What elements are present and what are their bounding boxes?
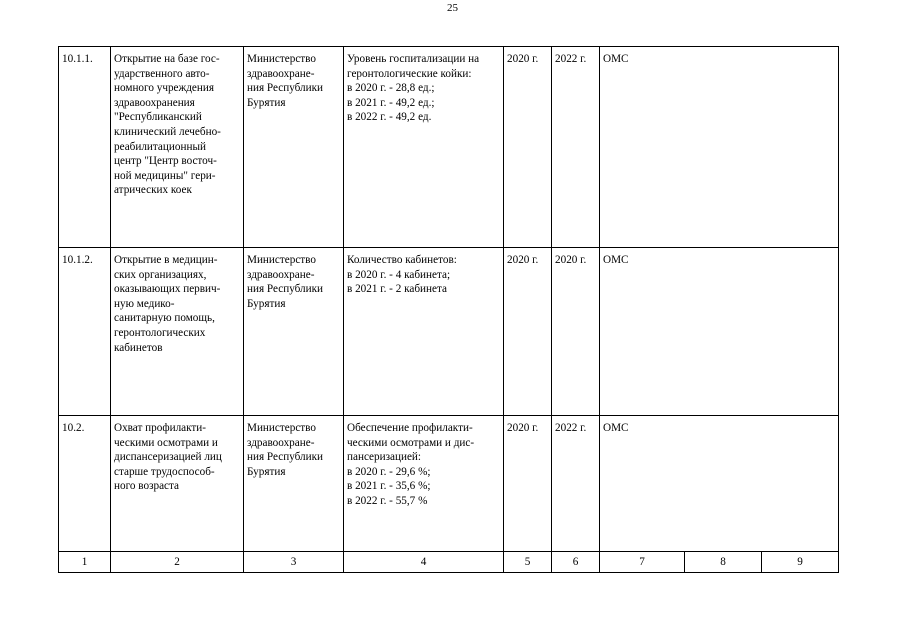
end-year: 2022 г. <box>552 47 600 248</box>
executor: Министерство здравоохране- ния Республики Бурятия <box>244 248 344 416</box>
column-number-row <box>59 552 839 573</box>
row-number: 10.1.1. <box>59 47 111 248</box>
measure-name: Открытие на базе гос- ударственного авто- номного учреждения здравоохранения "Республиканский клинический лечебно- реабилитационный центр "Центр восточ- ной медицины" гери- атрических коек <box>111 47 244 248</box>
table-row <box>59 416 839 552</box>
end-year: 2022 г. <box>552 416 600 552</box>
funding-source: ОМС <box>600 47 839 248</box>
table-row <box>59 248 839 416</box>
expected-result: Уровень госпитализации на геронтологические койки: в 2020 г. - 28,8 ед.; в 2021 г. - 49,2 ед.; в 2022 г. - 49,2 ед. <box>344 47 504 248</box>
start-year: 2020 г. <box>504 416 552 552</box>
column-number: 5 <box>504 552 552 573</box>
column-number: 7 <box>600 552 685 573</box>
measure-name: Охват профилакти- ческими осмотрами и диспансеризацией лиц старше трудоспособ- ного возраста <box>111 416 244 552</box>
page-number: 25 <box>447 2 458 14</box>
column-number: 9 <box>762 552 839 573</box>
plan-table <box>58 46 839 573</box>
column-number: 3 <box>244 552 344 573</box>
start-year: 2020 г. <box>504 47 552 248</box>
funding-source: ОМС <box>600 416 839 552</box>
funding-source: ОМС <box>600 248 839 416</box>
expected-result: Обеспечение профилакти- ческими осмотрами и дис- пансеризацией: в 2020 г. - 29,6 %; в 2021 г. - 35,6 %; в 2022 г. - 55,7 % <box>344 416 504 552</box>
column-number: 2 <box>111 552 244 573</box>
measure-name: Открытие в медицин- ских организациях, оказывающих первич- ную медико- санитарную помощь, геронтологических кабинетов <box>111 248 244 416</box>
column-number: 6 <box>552 552 600 573</box>
table-row <box>59 47 839 248</box>
end-year: 2020 г. <box>552 248 600 416</box>
row-number: 10.1.2. <box>59 248 111 416</box>
column-number: 4 <box>344 552 504 573</box>
expected-result: Количество кабинетов: в 2020 г. - 4 кабинета; в 2021 г. - 2 кабинета <box>344 248 504 416</box>
executor: Министерство здравоохране- ния Республики Бурятия <box>244 416 344 552</box>
column-number: 8 <box>685 552 762 573</box>
start-year: 2020 г. <box>504 248 552 416</box>
column-number: 1 <box>59 552 111 573</box>
row-number: 10.2. <box>59 416 111 552</box>
executor: Министерство здравоохране- ния Республики Бурятия <box>244 47 344 248</box>
